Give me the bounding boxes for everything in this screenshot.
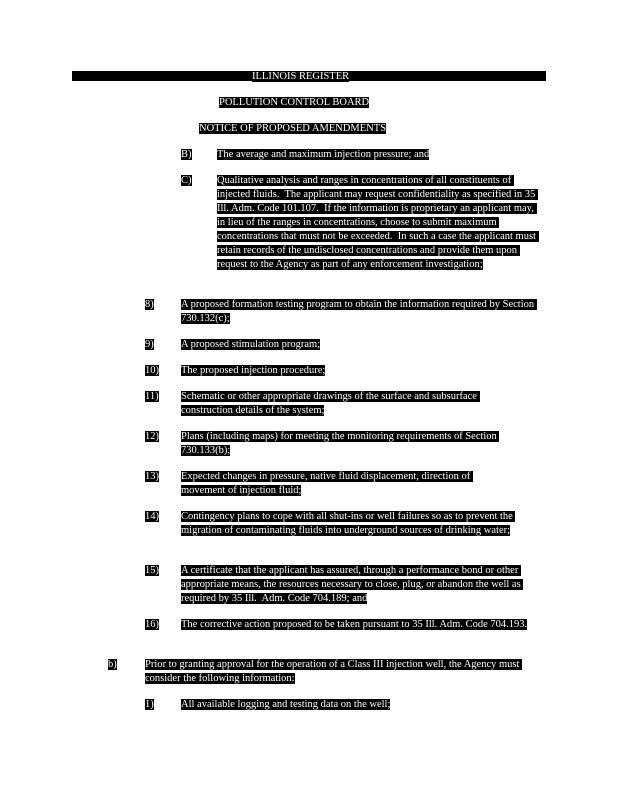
item-text-14: Contingency plans to cope with all shut-ins or well failures so as to prevent the migration of contaminating fluids into underground sources of drinking water; [181,511,516,536]
item-label-9: 9) [145,339,154,350]
item-label-8: 8) [145,299,154,310]
item-text-12: Plans (including maps) for meeting the monitoring requirements of Section 730.133(b); [181,431,500,456]
item-label-14: 14) [145,511,159,522]
item-text-B: The average and maximum injection pressure; and [217,149,430,160]
item-text-13: Expected changes in pressure, native fluid displacement, direction of movement of injection fluid; [181,471,473,496]
board-title: POLLUTION CONTROL BOARD [219,97,370,108]
item-label-15: 15) [145,565,159,576]
item-text-1: All available logging and testing data on the well; [181,699,391,710]
item-text-8: A proposed formation testing program to obtain the information required by Section 730.132(c); [181,299,537,324]
item-label-b: b) [108,659,117,670]
item-text-C: Qualitative analysis and ranges in concentrations of all constituents of injected fluids. The applicant may request confidentiality as specified in 35 Ill. Adm. Code 101.107. If the information is proprietary an applicant may, in lieu of the ranges in concentrations, choose to submit maximum concentrations that must not be exceeded. In such a case the applicant must retain records of the undisclosed concentrations and provide them upon request to the Agency as part of any enforcement investigation; [217,175,539,270]
item-text-10: The proposed injection procedure; [181,365,326,376]
item-label-13: 13) [145,471,159,482]
item-label-B: B) [181,149,192,160]
item-text-11: Schematic or other appropriate drawings of the surface and subsurface construction details of the system; [181,391,480,416]
item-label-C: C) [181,175,192,186]
item-text-15: A certificate that the applicant has assured, through a performance bond or other appropriate means, the resources necessary to close, plug, or abandon the well as required by 35 Ill. Adm. Code 704.189; and [181,565,524,604]
item-text-9: A proposed stimulation program; [181,339,321,350]
notice-title: NOTICE OF PROPOSED AMENDMENTS [199,123,386,134]
item-label-11: 11) [145,391,159,402]
register-title: ILLINOIS REGISTER [252,71,350,82]
item-label-1: 1) [145,699,154,710]
item-text-b: Prior to granting approval for the operation of a Class III injection well, the Agency must consider the following information: [145,659,523,684]
item-label-10: 10) [145,365,159,376]
item-label-16: 16) [145,619,159,630]
item-text-16: The corrective action proposed to be taken pursuant to 35 Ill. Adm. Code 704.193. [181,619,528,630]
item-label-12: 12) [145,431,159,442]
